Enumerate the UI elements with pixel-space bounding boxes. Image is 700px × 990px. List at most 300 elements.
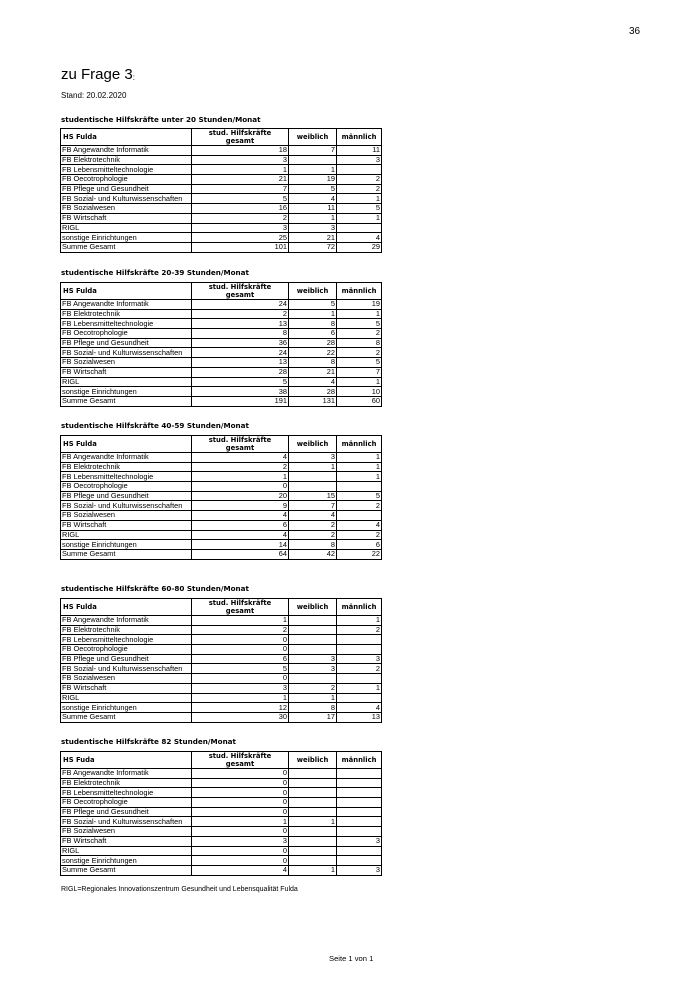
value-cell: 7 [192, 184, 289, 194]
row-label-cell: FB Pflege und Gesundheit [61, 807, 192, 817]
table-row [61, 798, 382, 808]
table-row [61, 319, 382, 329]
row-label-cell: FB Elektrotechnik [61, 625, 192, 635]
value-cell: 3 [192, 155, 289, 165]
row-label-cell: FB Wirtschaft [61, 213, 192, 223]
row-label-cell: FB Sozial- und Kulturwissenschaften [61, 664, 192, 674]
row-label-cell: FB Sozialwesen [61, 511, 192, 521]
column-header: stud. Hilfskräfte gesamt [192, 436, 289, 453]
value-cell [337, 482, 382, 492]
value-cell [337, 807, 382, 817]
value-cell [289, 846, 337, 856]
value-cell: 2 [337, 348, 382, 358]
value-cell: 6 [192, 654, 289, 664]
column-header: männlich [337, 436, 382, 453]
value-cell: 1 [192, 472, 289, 482]
column-header: weiblich [289, 129, 337, 146]
table-header-row [61, 752, 382, 769]
value-cell: 1 [337, 616, 382, 626]
value-cell: 3 [337, 155, 382, 165]
table-row [61, 625, 382, 635]
value-cell: 64 [192, 549, 289, 559]
value-cell: 2 [192, 625, 289, 635]
row-label-cell: sonstige Einrichtungen [61, 856, 192, 866]
table-row [61, 338, 382, 348]
table-row [61, 377, 382, 387]
value-cell: 5 [289, 184, 337, 194]
table-row [61, 491, 382, 501]
value-cell [289, 635, 337, 645]
column-header: stud. Hilfskräfte gesamt [192, 283, 289, 300]
value-cell: 42 [289, 549, 337, 559]
column-header: HS Fulda [61, 129, 192, 146]
value-cell: 7 [289, 146, 337, 156]
value-cell [289, 769, 337, 779]
value-cell: 25 [192, 233, 289, 243]
value-cell: 1 [337, 472, 382, 482]
value-cell: 101 [192, 242, 289, 252]
row-label-cell: FB Sozial- und Kulturwissenschaften [61, 194, 192, 204]
column-header: HS Fulda [61, 436, 192, 453]
value-cell: 4 [337, 703, 382, 713]
value-cell: 8 [289, 703, 337, 713]
table-row [61, 482, 382, 492]
row-label-cell: FB Angewandte Informatik [61, 146, 192, 156]
row-label-cell: sonstige Einrichtungen [61, 233, 192, 243]
value-cell: 6 [289, 329, 337, 339]
value-cell: 0 [192, 482, 289, 492]
table-title: studentische Hilfskräfte unter 20 Stunden/Monat [61, 115, 261, 124]
row-label-cell: FB Angewandte Informatik [61, 616, 192, 626]
table-row [61, 520, 382, 530]
value-cell [337, 769, 382, 779]
table-row [61, 645, 382, 655]
value-cell: 24 [192, 348, 289, 358]
table-row [61, 703, 382, 713]
value-cell: 9 [192, 501, 289, 511]
table-row [61, 778, 382, 788]
value-cell: 3 [337, 865, 382, 875]
value-cell: 3 [337, 654, 382, 664]
value-cell: 1 [289, 165, 337, 175]
value-cell: 8 [337, 338, 382, 348]
column-header: männlich [337, 599, 382, 616]
value-cell: 4 [192, 530, 289, 540]
table-row [61, 367, 382, 377]
value-cell: 3 [192, 223, 289, 233]
value-cell: 1 [337, 213, 382, 223]
table-row [61, 540, 382, 550]
column-header: stud. Hilfskräfte gesamt [192, 129, 289, 146]
table-title: studentische Hilfskräfte 60-80 Stunden/Monat [61, 584, 249, 593]
value-cell: 22 [289, 348, 337, 358]
value-cell: 1 [289, 213, 337, 223]
value-cell [337, 856, 382, 866]
row-label-cell: RIGL [61, 377, 192, 387]
value-cell: 2 [289, 530, 337, 540]
value-cell: 60 [337, 396, 382, 406]
column-header: HS Fulda [61, 283, 192, 300]
value-cell [289, 827, 337, 837]
value-cell [337, 827, 382, 837]
value-cell [289, 836, 337, 846]
table-row [61, 387, 382, 397]
table-row [61, 204, 382, 214]
value-cell: 3 [289, 223, 337, 233]
value-cell: 6 [192, 520, 289, 530]
value-cell: 0 [192, 645, 289, 655]
row-label-cell: FB Elektrotechnik [61, 309, 192, 319]
value-cell: 1 [289, 693, 337, 703]
row-label-cell: FB Sozial- und Kulturwissenschaften [61, 501, 192, 511]
value-cell: 4 [337, 520, 382, 530]
column-header: männlich [337, 283, 382, 300]
value-cell [289, 482, 337, 492]
row-label-cell: Summe Gesamt [61, 549, 192, 559]
table-row [61, 146, 382, 156]
data-table [60, 751, 382, 876]
value-cell: 131 [289, 396, 337, 406]
value-cell [337, 645, 382, 655]
value-cell: 14 [192, 540, 289, 550]
table-header-row [61, 599, 382, 616]
row-label-cell: FB Elektrotechnik [61, 778, 192, 788]
table-total-row [61, 242, 382, 252]
value-cell: 1 [337, 309, 382, 319]
row-label-cell: Summe Gesamt [61, 396, 192, 406]
value-cell: 21 [289, 233, 337, 243]
value-cell: 0 [192, 769, 289, 779]
value-cell [289, 778, 337, 788]
value-cell: 4 [192, 865, 289, 875]
row-label-cell: sonstige Einrichtungen [61, 387, 192, 397]
row-label-cell: FB Wirtschaft [61, 520, 192, 530]
value-cell: 3 [337, 836, 382, 846]
row-label-cell: FB Oecotrophologie [61, 482, 192, 492]
value-cell [337, 635, 382, 645]
value-cell: 19 [337, 300, 382, 310]
value-cell: 8 [289, 540, 337, 550]
value-cell: 36 [192, 338, 289, 348]
value-cell [337, 846, 382, 856]
value-cell [289, 625, 337, 635]
table-row [61, 300, 382, 310]
table-row [61, 836, 382, 846]
table-row [61, 329, 382, 339]
value-cell: 13 [192, 358, 289, 368]
value-cell: 1 [192, 165, 289, 175]
value-cell: 1 [337, 194, 382, 204]
value-cell: 0 [192, 788, 289, 798]
table-row [61, 472, 382, 482]
table-row [61, 530, 382, 540]
value-cell [337, 223, 382, 233]
column-header: weiblich [289, 599, 337, 616]
page-heading [61, 66, 135, 83]
row-label-cell: FB Lebensmitteltechnologie [61, 165, 192, 175]
table-row [61, 616, 382, 626]
row-label-cell: FB Angewandte Informatik [61, 769, 192, 779]
column-header: HS Fuda [61, 752, 192, 769]
row-label-cell: Summe Gesamt [61, 242, 192, 252]
table-row [61, 453, 382, 463]
value-cell [289, 155, 337, 165]
data-table [60, 598, 382, 723]
value-cell: 24 [192, 300, 289, 310]
table-total-row [61, 865, 382, 875]
row-label-cell: FB Sozialwesen [61, 674, 192, 684]
table-row [61, 846, 382, 856]
value-cell [337, 693, 382, 703]
table-row [61, 223, 382, 233]
value-cell: 19 [289, 175, 337, 185]
value-cell: 7 [337, 367, 382, 377]
stand-date: Stand: 20.02.2020 [61, 91, 127, 100]
table-row [61, 856, 382, 866]
table-row [61, 683, 382, 693]
value-cell: 11 [289, 204, 337, 214]
value-cell: 0 [192, 778, 289, 788]
value-cell: 1 [337, 377, 382, 387]
table-row [61, 817, 382, 827]
value-cell: 2 [337, 625, 382, 635]
value-cell: 2 [337, 175, 382, 185]
value-cell: 22 [337, 549, 382, 559]
row-label-cell: FB Pflege und Gesundheit [61, 491, 192, 501]
table-row [61, 358, 382, 368]
table-row [61, 788, 382, 798]
heading-text: zu Frage 3 [61, 66, 133, 83]
value-cell: 28 [192, 367, 289, 377]
table-row [61, 213, 382, 223]
value-cell: 5 [337, 319, 382, 329]
value-cell: 1 [192, 817, 289, 827]
row-label-cell: FB Pflege und Gesundheit [61, 184, 192, 194]
value-cell [289, 807, 337, 817]
row-label-cell: FB Sozial- und Kulturwissenschaften [61, 348, 192, 358]
value-cell: 72 [289, 242, 337, 252]
column-header: stud. Hilfskräfte gesamt [192, 752, 289, 769]
value-cell [337, 798, 382, 808]
data-table [60, 282, 382, 407]
value-cell: 21 [192, 175, 289, 185]
value-cell: 4 [289, 511, 337, 521]
table-row [61, 654, 382, 664]
value-cell: 5 [337, 491, 382, 501]
column-header: weiblich [289, 283, 337, 300]
table-header-row [61, 283, 382, 300]
value-cell: 5 [289, 300, 337, 310]
value-cell: 20 [192, 491, 289, 501]
value-cell: 2 [192, 309, 289, 319]
value-cell [289, 856, 337, 866]
row-label-cell: FB Oecotrophologie [61, 798, 192, 808]
row-label-cell: FB Sozialwesen [61, 827, 192, 837]
row-label-cell: FB Sozial- und Kulturwissenschaften [61, 817, 192, 827]
value-cell: 2 [337, 184, 382, 194]
table-row [61, 184, 382, 194]
value-cell: 191 [192, 396, 289, 406]
row-label-cell: FB Angewandte Informatik [61, 453, 192, 463]
page-footer: Seite 1 von 1 [329, 954, 374, 963]
value-cell: 3 [192, 836, 289, 846]
value-cell [289, 616, 337, 626]
value-cell [337, 674, 382, 684]
value-cell: 2 [192, 462, 289, 472]
row-label-cell: FB Elektrotechnik [61, 155, 192, 165]
value-cell: 2 [337, 530, 382, 540]
row-label-cell: FB Oecotrophologie [61, 329, 192, 339]
value-cell [337, 511, 382, 521]
row-label-cell: FB Wirtschaft [61, 836, 192, 846]
table-row [61, 827, 382, 837]
value-cell [337, 817, 382, 827]
table-row [61, 501, 382, 511]
value-cell: 4 [192, 511, 289, 521]
value-cell: 2 [337, 329, 382, 339]
value-cell: 38 [192, 387, 289, 397]
row-label-cell: FB Sozialwesen [61, 204, 192, 214]
value-cell: 1 [192, 693, 289, 703]
value-cell: 29 [337, 242, 382, 252]
value-cell: 1 [289, 865, 337, 875]
table-title: studentische Hilfskräfte 82 Stunden/Monat [61, 737, 236, 746]
row-label-cell: FB Pflege und Gesundheit [61, 338, 192, 348]
table-header-row [61, 436, 382, 453]
value-cell: 4 [337, 233, 382, 243]
value-cell: 5 [337, 204, 382, 214]
value-cell: 1 [337, 453, 382, 463]
table-row [61, 693, 382, 703]
column-header: HS Fulda [61, 599, 192, 616]
row-label-cell: FB Angewandte Informatik [61, 300, 192, 310]
value-cell: 0 [192, 846, 289, 856]
value-cell [289, 472, 337, 482]
value-cell: 1 [337, 462, 382, 472]
value-cell: 6 [337, 540, 382, 550]
value-cell: 5 [192, 664, 289, 674]
value-cell: 3 [289, 654, 337, 664]
value-cell: 28 [289, 338, 337, 348]
value-cell: 21 [289, 367, 337, 377]
value-cell: 3 [289, 664, 337, 674]
row-label-cell: FB Lebensmitteltechnologie [61, 319, 192, 329]
table-total-row [61, 712, 382, 722]
value-cell [289, 674, 337, 684]
value-cell: 5 [337, 358, 382, 368]
heading-suffix: : [132, 73, 135, 82]
table-row [61, 348, 382, 358]
value-cell: 1 [337, 683, 382, 693]
table-title: studentische Hilfskräfte 40-59 Stunden/Monat [61, 421, 249, 430]
value-cell [289, 798, 337, 808]
row-label-cell: FB Oecotrophologie [61, 175, 192, 185]
value-cell: 13 [337, 712, 382, 722]
row-label-cell: FB Sozialwesen [61, 358, 192, 368]
value-cell: 15 [289, 491, 337, 501]
row-label-cell: RIGL [61, 693, 192, 703]
value-cell: 8 [289, 319, 337, 329]
value-cell: 7 [289, 501, 337, 511]
value-cell: 0 [192, 807, 289, 817]
table-row [61, 165, 382, 175]
value-cell: 17 [289, 712, 337, 722]
value-cell: 10 [337, 387, 382, 397]
value-cell: 16 [192, 204, 289, 214]
value-cell: 5 [192, 194, 289, 204]
value-cell: 2 [337, 501, 382, 511]
value-cell: 28 [289, 387, 337, 397]
value-cell: 3 [289, 453, 337, 463]
footnote: RIGL=Regionales Innovationszentrum Gesundheit und Lebensqualität Fulda [61, 886, 298, 893]
column-header: weiblich [289, 436, 337, 453]
table-row [61, 511, 382, 521]
value-cell: 4 [289, 194, 337, 204]
table-row [61, 462, 382, 472]
value-cell [289, 645, 337, 655]
row-label-cell: Summe Gesamt [61, 865, 192, 875]
value-cell: 1 [289, 462, 337, 472]
data-table [60, 435, 382, 560]
column-header: männlich [337, 129, 382, 146]
data-table [60, 128, 382, 253]
page-number: 36 [629, 26, 641, 37]
table-row [61, 674, 382, 684]
value-cell: 1 [289, 309, 337, 319]
table-total-row [61, 396, 382, 406]
value-cell: 2 [337, 664, 382, 674]
value-cell: 13 [192, 319, 289, 329]
value-cell: 3 [192, 683, 289, 693]
table-row [61, 194, 382, 204]
value-cell [337, 165, 382, 175]
value-cell: 0 [192, 635, 289, 645]
table-row [61, 309, 382, 319]
value-cell: 0 [192, 856, 289, 866]
value-cell: 8 [192, 329, 289, 339]
column-header: stud. Hilfskräfte gesamt [192, 599, 289, 616]
row-label-cell: FB Wirtschaft [61, 683, 192, 693]
table-row [61, 769, 382, 779]
column-header: weiblich [289, 752, 337, 769]
table-total-row [61, 549, 382, 559]
column-header: männlich [337, 752, 382, 769]
value-cell [337, 778, 382, 788]
row-label-cell: FB Lebensmitteltechnologie [61, 635, 192, 645]
row-label-cell: FB Oecotrophologie [61, 645, 192, 655]
table-row [61, 155, 382, 165]
value-cell: 0 [192, 798, 289, 808]
table-header-row [61, 129, 382, 146]
value-cell: 18 [192, 146, 289, 156]
value-cell: 1 [192, 616, 289, 626]
value-cell: 2 [192, 213, 289, 223]
value-cell [289, 788, 337, 798]
row-label-cell: FB Lebensmitteltechnologie [61, 788, 192, 798]
row-label-cell: RIGL [61, 223, 192, 233]
value-cell: 30 [192, 712, 289, 722]
table-title: studentische Hilfskräfte 20-39 Stunden/Monat [61, 268, 249, 277]
value-cell: 0 [192, 674, 289, 684]
value-cell [337, 788, 382, 798]
value-cell: 11 [337, 146, 382, 156]
value-cell: 1 [289, 817, 337, 827]
row-label-cell: sonstige Einrichtungen [61, 540, 192, 550]
row-label-cell: FB Lebensmitteltechnologie [61, 472, 192, 482]
table-row [61, 175, 382, 185]
row-label-cell: FB Pflege und Gesundheit [61, 654, 192, 664]
value-cell: 5 [192, 377, 289, 387]
